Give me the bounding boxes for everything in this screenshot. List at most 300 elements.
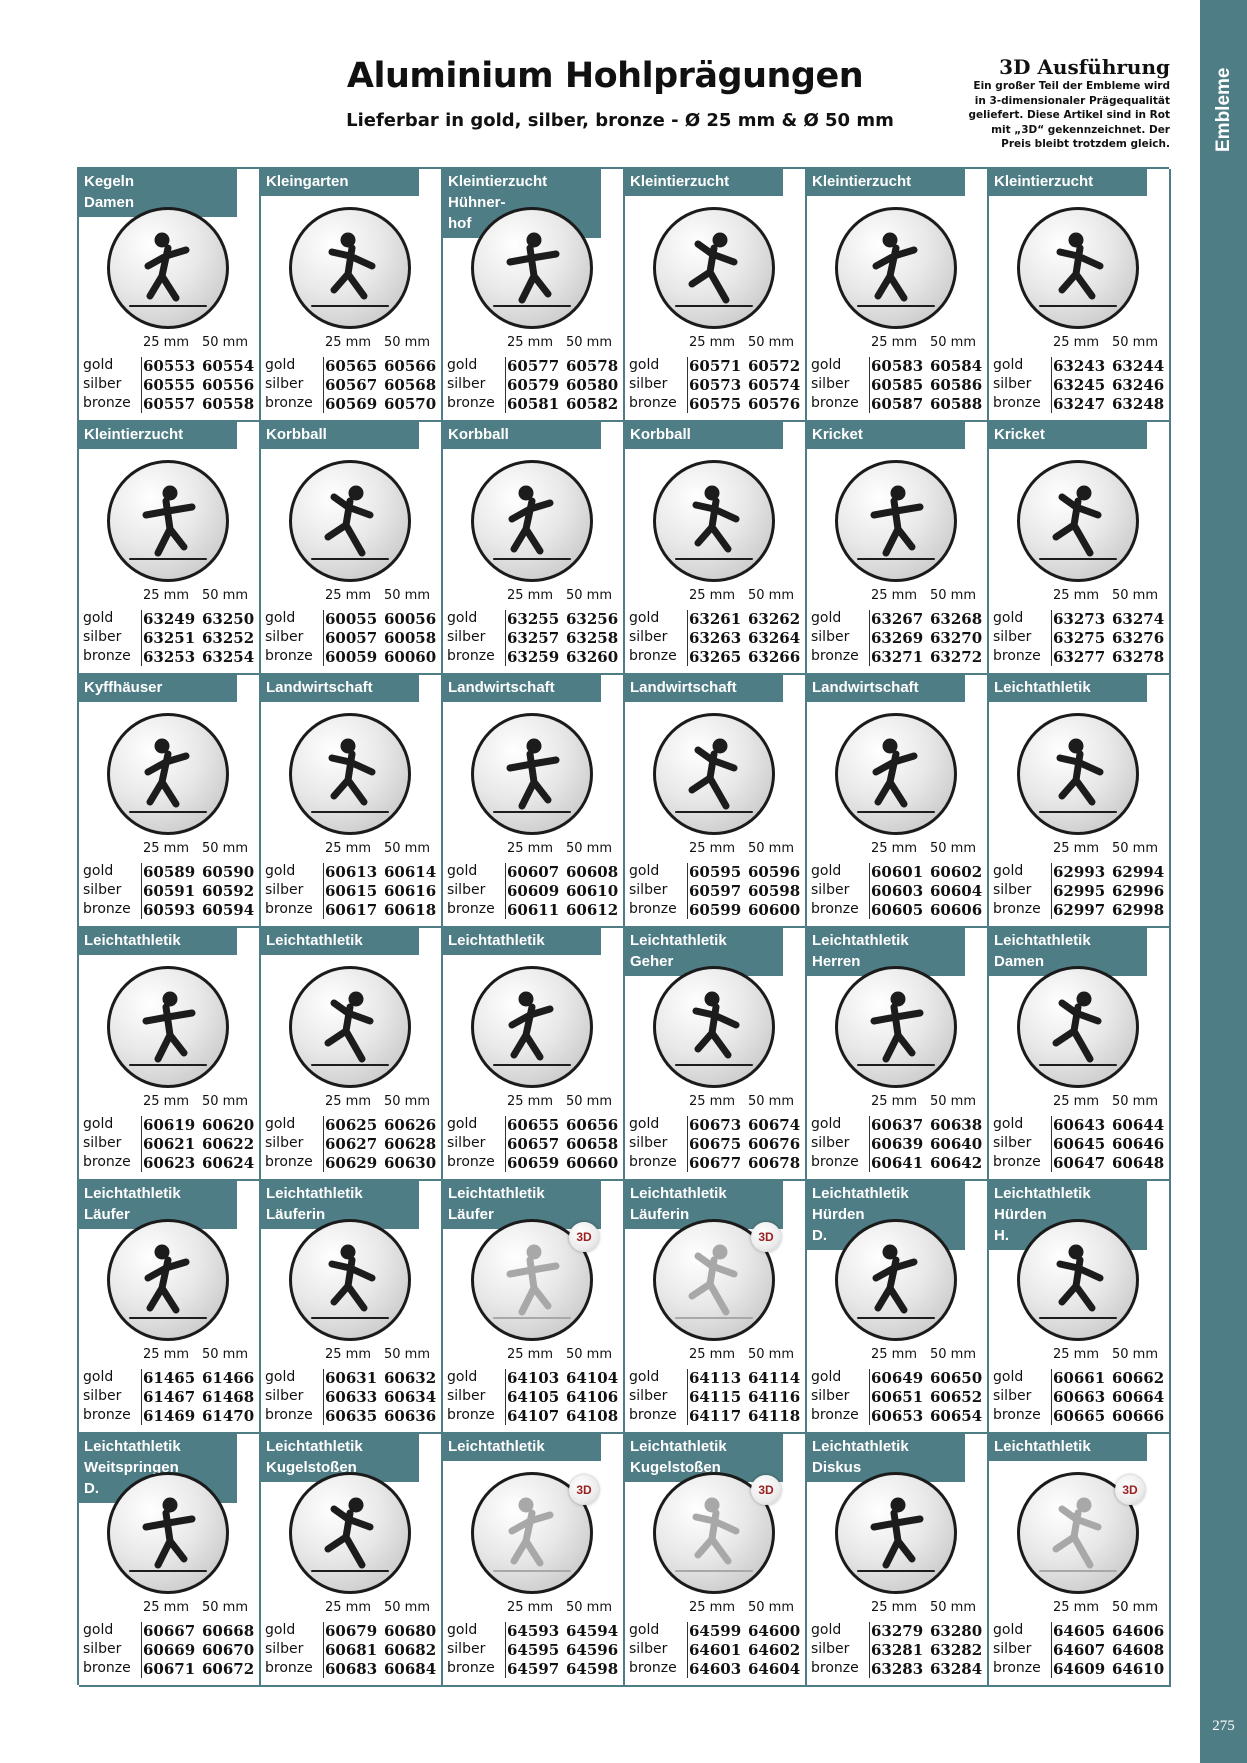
article-number-25: 63281 (871, 1641, 924, 1659)
badge-3d: 3D (1115, 1475, 1145, 1505)
article-number-50: 60624 (202, 1154, 255, 1172)
emblem-title (79, 422, 237, 449)
price-row-gold (629, 1622, 805, 1641)
price-row-silber (83, 1135, 259, 1154)
emblem-title-line: Kricket (994, 426, 1045, 443)
price-row-gold (265, 610, 441, 629)
finish-label: gold (265, 610, 296, 626)
price-row-gold (447, 1369, 623, 1388)
size-header-25: 25 mm (689, 841, 736, 856)
finish-label: bronze (811, 901, 859, 917)
finish-label: gold (83, 357, 114, 373)
article-number-50: 63276 (1112, 629, 1165, 647)
finish-label: gold (629, 1622, 660, 1638)
emblem-title (443, 422, 601, 449)
size-header-25: 25 mm (689, 1600, 736, 1615)
article-number-50: 63282 (930, 1641, 983, 1659)
emblem-title (989, 169, 1147, 196)
emblem-title (261, 928, 419, 955)
article-number-25: 60613 (325, 863, 378, 881)
finish-label: silber (83, 376, 122, 392)
emblem-cell (989, 1181, 1171, 1434)
article-number-25: 60595 (689, 863, 742, 881)
article-number-25: 63271 (871, 648, 924, 666)
article-number-25: 63277 (1053, 648, 1106, 666)
article-number-25: 60581 (507, 395, 560, 413)
price-row-gold (993, 610, 1169, 629)
emblem-cell (989, 422, 1171, 675)
article-number-50: 60658 (566, 1135, 619, 1153)
finish-label: gold (993, 610, 1024, 626)
price-table (447, 1116, 623, 1173)
article-number-25: 60651 (871, 1388, 924, 1406)
finish-label: gold (811, 610, 842, 626)
price-row-gold (629, 610, 805, 629)
article-number-50: 62998 (1112, 901, 1165, 919)
finish-label: gold (83, 1116, 114, 1132)
article-number-50: 60684 (384, 1660, 437, 1678)
article-number-50: 60666 (1112, 1407, 1165, 1425)
article-number-50: 63274 (1112, 610, 1165, 628)
emblem-title (989, 422, 1147, 449)
price-row-bronze (993, 1154, 1169, 1173)
emblem-title-line: Diskus (812, 1459, 862, 1476)
article-number-25: 60625 (325, 1116, 378, 1134)
article-number-25: 60681 (325, 1641, 378, 1659)
article-number-50: 63254 (202, 648, 255, 666)
emblem-cell (807, 1434, 989, 1687)
article-number-50: 60608 (566, 863, 619, 881)
article-number-50: 60632 (384, 1369, 437, 1387)
badge-3d: 3D (751, 1475, 781, 1505)
size-header-25: 25 mm (1053, 1347, 1100, 1362)
price-row-bronze (265, 395, 441, 414)
finish-label: gold (83, 1369, 114, 1385)
size-header-50: 50 mm (930, 1600, 977, 1615)
finish-label: gold (993, 1622, 1024, 1638)
article-number-25: 60617 (325, 901, 378, 919)
article-number-50: 63258 (566, 629, 619, 647)
price-row-gold (265, 863, 441, 882)
emblem-title-line: Korbball (266, 426, 327, 443)
size-header-50: 50 mm (566, 841, 613, 856)
price-row-silber (265, 1135, 441, 1154)
emblem-grid (77, 167, 1169, 1685)
article-number-50: 60606 (930, 901, 983, 919)
article-number-25: 64595 (507, 1641, 560, 1659)
article-number-50: 60056 (384, 610, 437, 628)
price-row-silber (83, 1388, 259, 1407)
cow-icon (835, 713, 957, 835)
article-number-50: 62996 (1112, 882, 1165, 900)
price-table (629, 1622, 805, 1679)
article-number-25: 64115 (689, 1388, 742, 1406)
article-number-50: 60640 (930, 1135, 983, 1153)
size-header-25: 25 mm (325, 1347, 372, 1362)
price-row-bronze (811, 1660, 987, 1679)
size-header-25: 25 mm (325, 1094, 372, 1109)
size-header-50: 50 mm (748, 588, 795, 603)
price-row-gold (447, 357, 623, 376)
note-line: Preis bleibt trotzdem gleich. (1001, 138, 1170, 150)
price-row-gold (83, 1622, 259, 1641)
article-number-25: 64607 (1053, 1641, 1106, 1659)
emblem-title (625, 675, 783, 702)
size-header-25: 25 mm (1053, 841, 1100, 856)
page-number: 275 (1212, 1718, 1235, 1734)
price-table (629, 1116, 805, 1173)
article-number-50: 60586 (930, 376, 983, 394)
size-header-25: 25 mm (325, 1600, 372, 1615)
size-header-25: 25 mm (1053, 588, 1100, 603)
emblem-title-line: Kugelstoßen (630, 1459, 721, 1476)
size-header-50: 50 mm (566, 588, 613, 603)
finish-label: gold (447, 1116, 478, 1132)
finish-label: bronze (83, 1660, 131, 1676)
size-header-25: 25 mm (143, 588, 190, 603)
price-row-gold (83, 1369, 259, 1388)
article-number-25: 60665 (1053, 1407, 1106, 1425)
emblem-title-line: Damen (994, 953, 1045, 970)
price-row-gold (811, 1622, 987, 1641)
emblem-cell (79, 928, 261, 1181)
finish-label: silber (811, 882, 850, 898)
finish-label: gold (993, 863, 1024, 879)
price-row-gold (83, 357, 259, 376)
size-header-50: 50 mm (930, 1347, 977, 1362)
size-header-50: 50 mm (930, 588, 977, 603)
runners-group-icon (107, 966, 229, 1088)
finish-label: bronze (265, 1154, 313, 1170)
emblem-cell (625, 675, 807, 928)
finish-label: bronze (629, 901, 677, 917)
finish-label: silber (447, 1135, 486, 1151)
emblem-cell (989, 675, 1171, 928)
price-row-bronze (447, 648, 623, 667)
article-number-25: 60661 (1053, 1369, 1106, 1387)
price-row-silber (811, 1135, 987, 1154)
price-row-bronze (265, 1660, 441, 1679)
badge-3d: 3D (569, 1222, 599, 1252)
emblem-title-line: Kleintierzucht (812, 173, 912, 190)
size-header-25: 25 mm (143, 841, 190, 856)
size-header-50: 50 mm (748, 1094, 795, 1109)
article-number-25: 64593 (507, 1622, 560, 1640)
article-number-25: 60603 (871, 882, 924, 900)
price-row-bronze (629, 1407, 805, 1426)
article-number-50: 60674 (748, 1116, 801, 1134)
article-number-25: 60659 (507, 1154, 560, 1172)
article-number-25: 63259 (507, 648, 560, 666)
finish-label: bronze (83, 1407, 131, 1423)
size-header-50: 50 mm (930, 1094, 977, 1109)
article-number-25: 60609 (507, 882, 560, 900)
article-number-25: 63247 (1053, 395, 1106, 413)
emblem-title-line: Hühner- (448, 194, 506, 211)
emblem-title-line: Leichtathletik (448, 932, 545, 949)
emblem-title-line: Leichtathletik (630, 932, 727, 949)
article-number-25: 60633 (325, 1388, 378, 1406)
price-row-bronze (265, 1407, 441, 1426)
finish-label: bronze (447, 648, 495, 664)
finish-label: bronze (447, 901, 495, 917)
size-header-50: 50 mm (1112, 841, 1159, 856)
price-row-gold (447, 1116, 623, 1135)
price-table (811, 1116, 987, 1173)
article-number-50: 60678 (748, 1154, 801, 1172)
emblem-title-line: Kleintierzucht (448, 173, 548, 190)
finish-label: gold (447, 610, 478, 626)
article-number-25: 63245 (1053, 376, 1106, 394)
finish-label: silber (83, 629, 122, 645)
article-number-50: 63250 (202, 610, 255, 628)
article-number-25: 60619 (143, 1116, 196, 1134)
emblem-title-line: Kugelstoßen (266, 1459, 357, 1476)
finish-label: silber (811, 1388, 850, 1404)
article-number-25: 60683 (325, 1660, 378, 1678)
finish-label: silber (265, 882, 304, 898)
finish-label: gold (83, 610, 114, 626)
article-number-50: 60058 (384, 629, 437, 647)
article-number-25: 60575 (689, 395, 742, 413)
size-header-50: 50 mm (566, 1600, 613, 1615)
pigeon-chickens-icon (107, 460, 229, 582)
article-number-25: 60611 (507, 901, 560, 919)
size-header-25: 25 mm (507, 1347, 554, 1362)
finish-label: bronze (993, 1660, 1041, 1676)
article-number-50: 60614 (384, 863, 437, 881)
article-number-50: 60670 (202, 1641, 255, 1659)
ram-icon (289, 713, 411, 835)
finish-label: silber (993, 376, 1032, 392)
article-number-50: 60664 (1112, 1388, 1165, 1406)
size-header-25: 25 mm (507, 1600, 554, 1615)
article-number-50: 60618 (384, 901, 437, 919)
size-header-50: 50 mm (384, 841, 431, 856)
size-header-25: 25 mm (689, 335, 736, 350)
emblem-title (261, 169, 419, 196)
article-number-50: 63244 (1112, 357, 1165, 375)
article-number-25: 64609 (1053, 1660, 1106, 1678)
finish-label: gold (811, 1622, 842, 1638)
price-row-silber (629, 376, 805, 395)
finish-label: silber (811, 1135, 850, 1151)
article-number-50: 60600 (748, 901, 801, 919)
emblem-title-line: Leichtathletik (84, 1185, 181, 1202)
price-row-bronze (993, 901, 1169, 920)
price-row-bronze (265, 648, 441, 667)
finish-label: gold (83, 1622, 114, 1638)
size-header-25: 25 mm (1053, 1094, 1100, 1109)
finish-label: bronze (993, 648, 1041, 664)
article-number-25: 60673 (689, 1116, 742, 1134)
size-header-25: 25 mm (871, 1347, 918, 1362)
finish-label: gold (629, 863, 660, 879)
article-number-50: 60616 (384, 882, 437, 900)
article-number-50: 60660 (566, 1154, 619, 1172)
article-number-25: 63243 (1053, 357, 1106, 375)
emblem-cell (443, 675, 625, 928)
article-number-50: 63280 (930, 1622, 983, 1640)
finish-label: bronze (83, 901, 131, 917)
article-number-50: 63270 (930, 629, 983, 647)
emblem-title-line: Leichtathletik (266, 932, 363, 949)
emblem-title-line: Landwirtschaft (630, 679, 737, 696)
emblem-title-line: Herren (812, 953, 861, 970)
price-row-bronze (629, 395, 805, 414)
article-number-25: 63273 (1053, 610, 1106, 628)
finish-label: silber (629, 1388, 668, 1404)
price-row-bronze (83, 648, 259, 667)
finish-label: bronze (447, 1407, 495, 1423)
article-number-50: 60572 (748, 357, 801, 375)
price-row-silber (447, 1641, 623, 1660)
size-header-25: 25 mm (871, 841, 918, 856)
emblem-cell (807, 169, 989, 422)
price-row-bronze (265, 1154, 441, 1173)
price-row-silber (629, 1641, 805, 1660)
emblem-title (625, 422, 783, 449)
article-number-50: 60594 (202, 901, 255, 919)
emblem-cell (79, 1434, 261, 1687)
emblem-title (79, 928, 237, 955)
article-number-50: 60584 (930, 357, 983, 375)
article-number-50: 60576 (748, 395, 801, 413)
size-header-25: 25 mm (507, 841, 554, 856)
emblem-title (625, 169, 783, 196)
article-number-50: 64610 (1112, 1660, 1165, 1678)
badge-3d: 3D (569, 1475, 599, 1505)
finish-label: bronze (447, 1154, 495, 1170)
emblem-title-line: Landwirtschaft (448, 679, 555, 696)
finish-label: bronze (811, 1154, 859, 1170)
finish-label: gold (629, 610, 660, 626)
emblem-title-line: Leichtathletik (84, 932, 181, 949)
finish-label: silber (447, 376, 486, 392)
price-table (993, 1116, 1169, 1173)
article-number-50: 64108 (566, 1407, 619, 1425)
price-row-gold (447, 610, 623, 629)
finish-label: bronze (811, 1407, 859, 1423)
emblem-title (443, 675, 601, 702)
article-number-50: 60662 (1112, 1369, 1165, 1387)
emblem-cell (807, 1181, 989, 1434)
article-number-25: 63249 (143, 610, 196, 628)
race-walker-icon (653, 966, 775, 1088)
article-number-25: 63251 (143, 629, 196, 647)
emblem-cell (261, 1434, 443, 1687)
finish-label: silber (447, 882, 486, 898)
finish-label: bronze (265, 1660, 313, 1676)
finish-label: bronze (993, 1407, 1041, 1423)
finish-label: gold (447, 863, 478, 879)
finish-label: bronze (265, 1407, 313, 1423)
price-row-gold (447, 1622, 623, 1641)
emblem-title-line: Leichtathletik (812, 1438, 909, 1455)
emblem-title-line: Kricket (812, 426, 863, 443)
article-number-50: 60588 (930, 395, 983, 413)
sheep-icon (471, 713, 593, 835)
price-row-silber (265, 1388, 441, 1407)
price-row-silber (993, 376, 1169, 395)
price-row-bronze (265, 901, 441, 920)
price-row-bronze (447, 901, 623, 920)
long-jump-woman-icon (107, 1472, 229, 1594)
finish-label: bronze (83, 648, 131, 664)
emblem-cell (443, 1434, 625, 1687)
finish-label: silber (447, 1641, 486, 1657)
article-number-25: 60059 (325, 648, 378, 666)
size-header-50: 50 mm (748, 841, 795, 856)
article-number-25: 63267 (871, 610, 924, 628)
emblem-cell (443, 928, 625, 1181)
size-header-25: 25 mm (689, 1094, 736, 1109)
size-header-25: 25 mm (143, 335, 190, 350)
emblem-title-line: Korbball (448, 426, 509, 443)
size-header-50: 50 mm (566, 1347, 613, 1362)
price-table (265, 1369, 441, 1426)
article-number-50: 60590 (202, 863, 255, 881)
finish-label: bronze (811, 1660, 859, 1676)
article-number-25: 60657 (507, 1135, 560, 1153)
article-number-25: 60663 (1053, 1388, 1106, 1406)
article-number-25: 60589 (143, 863, 196, 881)
price-row-gold (993, 1116, 1169, 1135)
size-header-25: 25 mm (507, 335, 554, 350)
article-number-25: 63275 (1053, 629, 1106, 647)
price-table (265, 357, 441, 414)
emblem-title-line: Damen (84, 194, 135, 211)
article-number-50: 60622 (202, 1135, 255, 1153)
article-number-50: 60680 (384, 1622, 437, 1640)
price-row-gold (265, 1622, 441, 1641)
article-number-50: 60656 (566, 1116, 619, 1134)
emblem-title-line: Leichtathletik (994, 1438, 1091, 1455)
finish-label: bronze (811, 648, 859, 664)
emblem-title-line: Leichtathletik (266, 1438, 363, 1455)
article-number-25: 60621 (143, 1135, 196, 1153)
emblem-cell (443, 169, 625, 422)
article-number-25: 60675 (689, 1135, 742, 1153)
note-heading: 3D Ausführung (999, 55, 1170, 79)
article-number-25: 60643 (1053, 1116, 1106, 1134)
article-number-50: 64606 (1112, 1622, 1165, 1640)
emblem-cell (625, 928, 807, 1181)
finish-label: gold (811, 1116, 842, 1132)
emblem-cell (79, 422, 261, 675)
athlete-pictogram-icon (471, 966, 593, 1088)
article-number-50: 63284 (930, 1660, 983, 1678)
price-row-silber (811, 376, 987, 395)
article-number-50: 60638 (930, 1116, 983, 1134)
article-number-25: 60641 (871, 1154, 924, 1172)
note-line: in 3-dimensionaler Prägequalität (974, 94, 1170, 107)
finish-label: silber (447, 1388, 486, 1404)
emblem-cell (443, 422, 625, 675)
price-row-gold (629, 1369, 805, 1388)
emblem-cell (625, 422, 807, 675)
article-number-50: 60628 (384, 1135, 437, 1153)
article-number-50: 63246 (1112, 376, 1165, 394)
size-header-50: 50 mm (1112, 1600, 1159, 1615)
article-number-50: 60060 (384, 648, 437, 666)
price-row-bronze (629, 648, 805, 667)
size-header-50: 50 mm (202, 1347, 249, 1362)
price-table (447, 1622, 623, 1679)
finish-label: bronze (993, 1154, 1041, 1170)
article-number-50: 60574 (748, 376, 801, 394)
price-row-silber (265, 1641, 441, 1660)
